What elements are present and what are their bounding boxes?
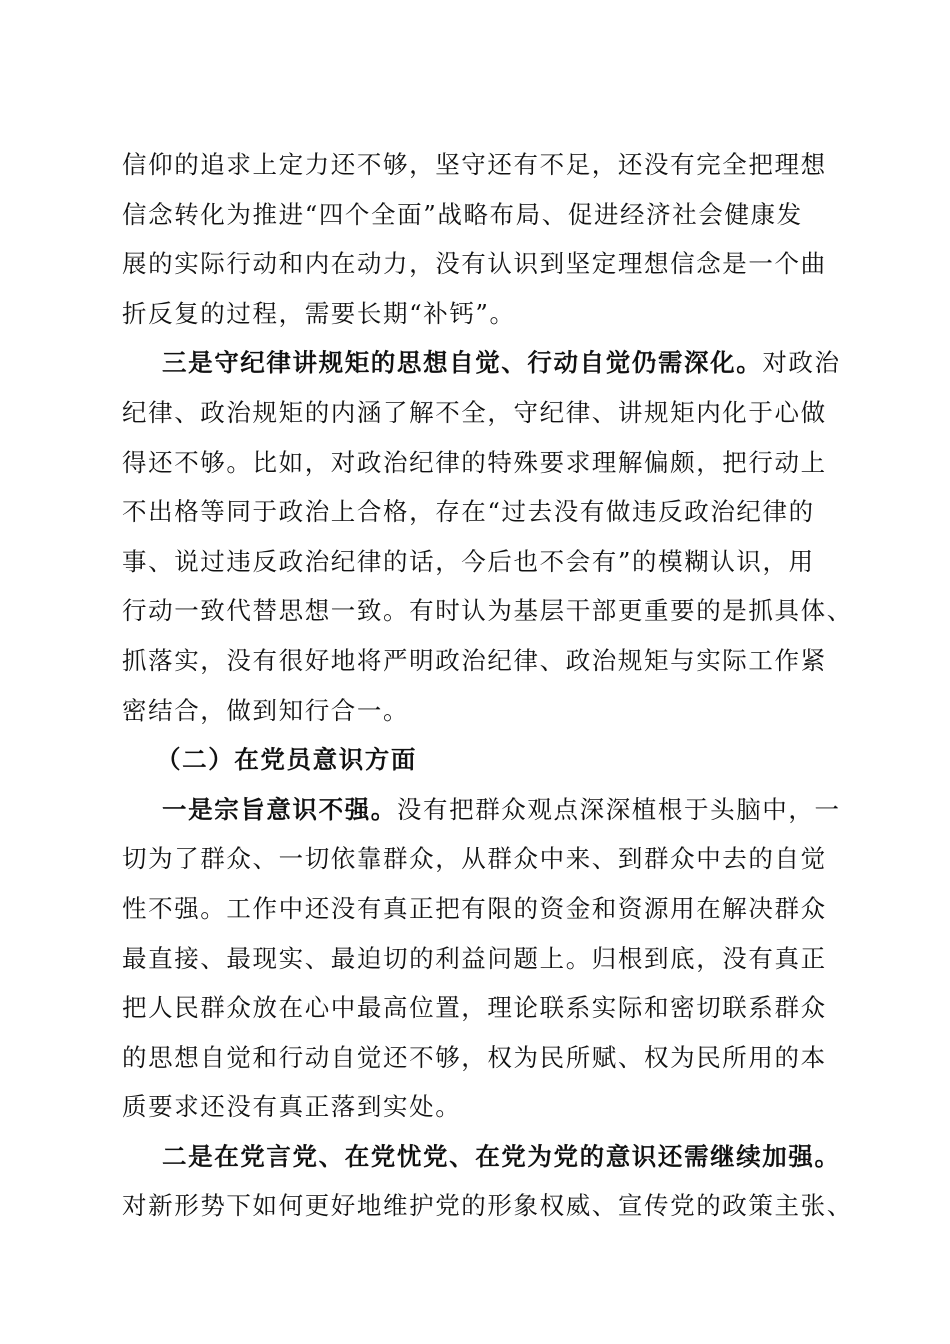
paragraph-line: 行动一致代替思想一致。有时认为基层干部更重要的是抓具体、 <box>122 596 853 626</box>
paragraph-line: 把人民群众放在心中最高位置，理论联系实际和密切联系群众 <box>122 993 827 1023</box>
paragraph-line: 得还不够。比如，对政治纪律的特殊要求理解偏颇，把行动上 <box>122 447 827 477</box>
paragraph-lead: 一是宗旨意识不强。 <box>162 794 397 824</box>
paragraph-first-line <box>122 338 842 388</box>
section-heading: （二）在党员意识方面 <box>156 745 417 775</box>
paragraph-line: 密结合，做到知行合一。 <box>122 695 410 725</box>
paragraph-line: 事、说过违反政治纪律的话，今后也不会有”的模糊认识，用 <box>122 546 815 576</box>
paragraph-line: 对新形势下如何更好地维护党的形象权威、宣传党的政策主张、 <box>122 1191 853 1221</box>
paragraph-line: 最直接、最现实、最迫切的利益问题上。归根到底，没有真正 <box>122 943 827 973</box>
paragraph-first-line <box>122 785 842 835</box>
paragraph-line: 信仰的追求上定力还不够，坚守还有不足，还没有完全把理想 <box>122 150 827 179</box>
paragraph-line: 性不强。工作中还没有真正把有限的资金和资源用在解决群众 <box>122 893 827 923</box>
paragraph-line: 的思想自觉和行动自觉还不够，权为民所赋、权为民所用的本 <box>122 1042 827 1072</box>
paragraph-line: 抓落实，没有很好地将严明政治纪律、政治规矩与实际工作紧 <box>122 645 827 675</box>
paragraph-line: 质要求还没有真正落到实处。 <box>122 1092 462 1122</box>
paragraph-text: 没有把群众观点深深植根于头脑中，一 <box>396 794 841 824</box>
paragraph-text: 对政治 <box>762 348 841 378</box>
paragraph-line: 展的实际行动和内在动力，没有认识到坚定理想信念是一个曲 <box>122 249 827 279</box>
paragraph-line: 切为了群众、一切依靠群众，从群众中来、到群众中去的自觉 <box>122 844 827 874</box>
document-body <box>122 140 853 1231</box>
paragraph-lead: 二是在党言党、在党忧党、在党为党的意识还需继续加强。 <box>162 1141 841 1171</box>
paragraph-line: 纪律、政治规矩的内涵了解不全，守纪律、讲规矩内化于心做 <box>122 397 827 427</box>
paragraph-lead: 三是守纪律讲规矩的思想自觉、行动自觉仍需深化。 <box>162 348 763 378</box>
paragraph-line: 不出格等同于政治上合格，存在“过去没有做违反政治纪律的 <box>122 497 815 527</box>
paragraph-line: 折反复的过程，需要长期“补钙”。 <box>122 298 516 328</box>
paragraph-line: 信念转化为推进“四个全面”战略布局、促进经济社会健康发 <box>122 199 803 229</box>
